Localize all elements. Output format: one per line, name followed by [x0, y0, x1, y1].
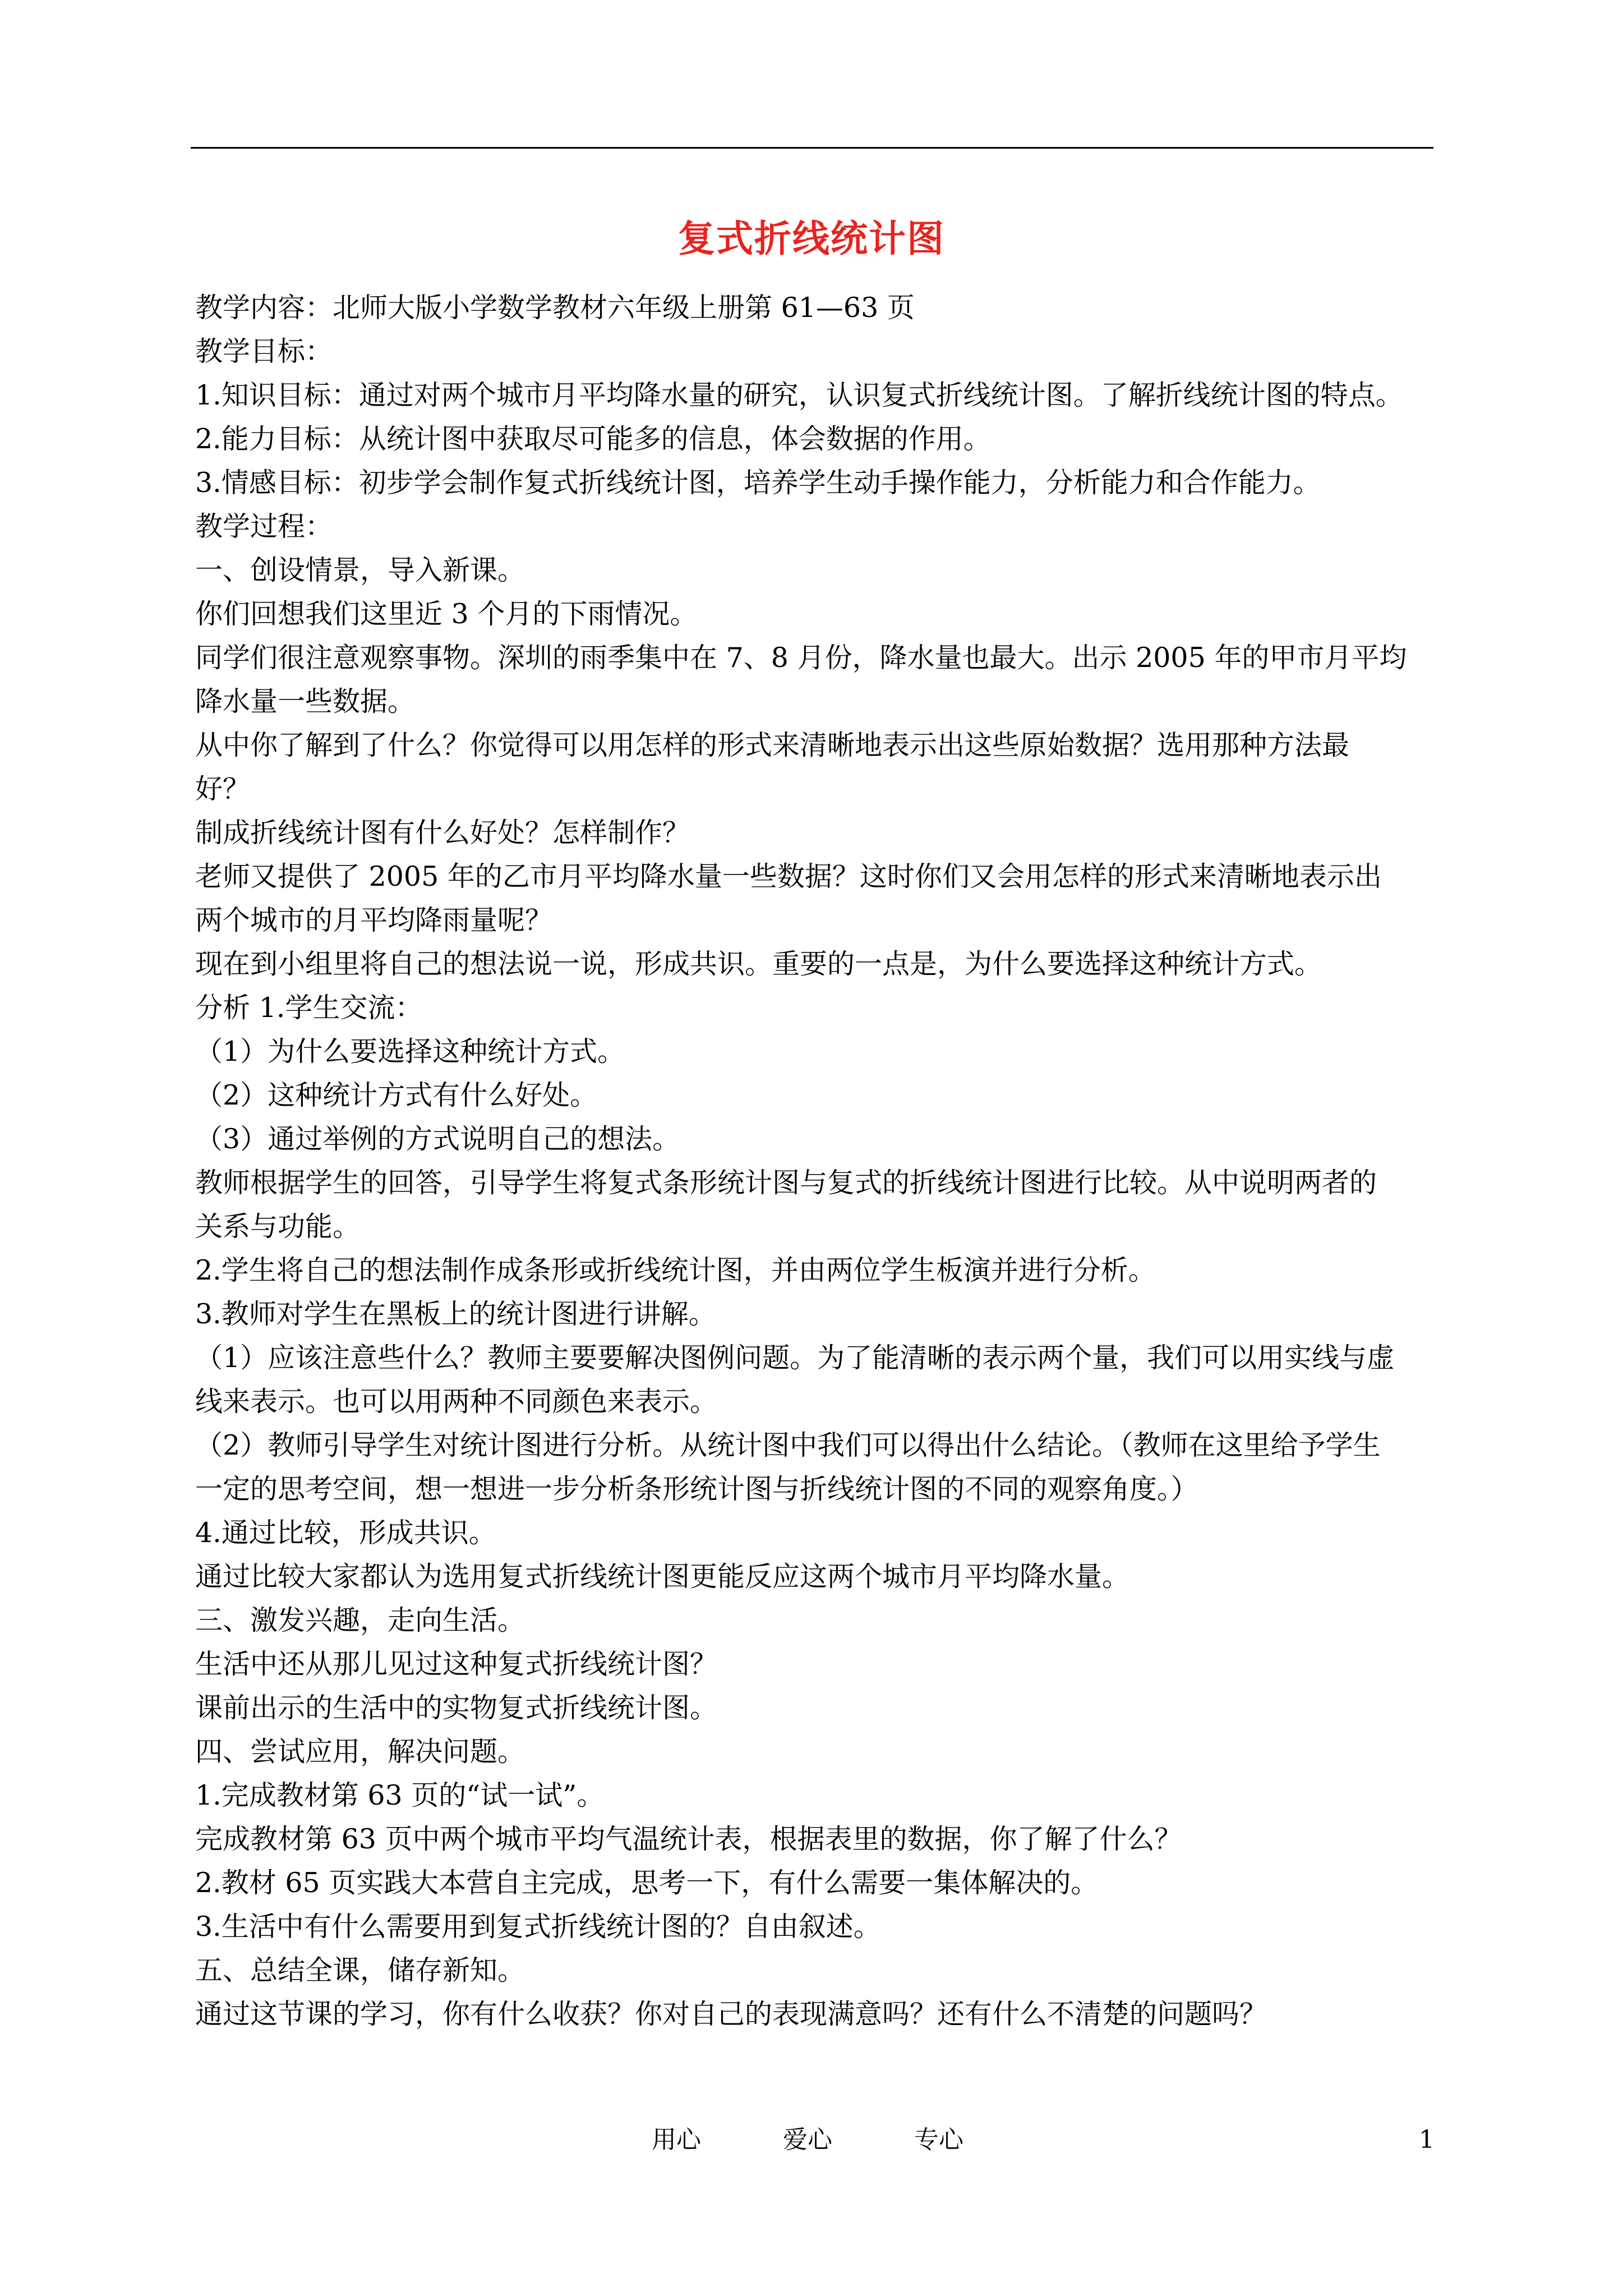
- body-line: 课前出示的生活中的实物复式折线统计图。: [195, 1692, 718, 1724]
- body-line: 教学过程：: [195, 510, 333, 542]
- footer-motto-word: 专心: [914, 2125, 963, 2154]
- body-line: 3.情感目标：初步学会制作复式折线统计图，培养学生动手操作能力，分析能力和合作能力。: [195, 467, 1321, 499]
- body-line: 1.完成教材第 63 页的“试一试”。: [195, 1779, 605, 1811]
- body-line: 3.教师对学生在黑板上的统计图进行讲解。: [195, 1298, 716, 1330]
- body-line: 好？: [195, 773, 251, 805]
- body-line: 你们回想我们这里近 3 个月的下雨情况。: [195, 598, 698, 630]
- body-line: 通过这节课的学习，你有什么收获？你对自己的表现满意吗？还有什么不清楚的问题吗？: [195, 1998, 1267, 2030]
- document-body: [195, 286, 1438, 2036]
- document-title: 复式折线统计图: [678, 217, 945, 260]
- body-line: 一定的思考空间，想一想进一步分析条形统计图与折线统计图的不同的观察角度。）: [195, 1473, 1198, 1505]
- body-line: （3）通过举例的方式说明自己的想法。: [195, 1123, 680, 1155]
- body-line: 三、激发兴趣，走向生活。: [195, 1604, 525, 1636]
- body-line: 制成折线统计图有什么好处？怎样制作？: [195, 817, 690, 849]
- footer-motto-word: 用心: [652, 2125, 701, 2154]
- body-line: 线来表示。也可以用两种不同颜色来表示。: [195, 1386, 718, 1418]
- body-line: 1.知识目标：通过对两个城市月平均降水量的研究，认识复式折线统计图。了解折线统计图的特点。: [195, 379, 1403, 411]
- body-line: 教学目标：: [195, 335, 333, 367]
- body-line: 完成教材第 63 页中两个城市平均气温统计表，根据表里的数据，你了解了什么？: [195, 1823, 1182, 1855]
- body-line: （2）教师引导学生对统计图进行分析。从统计图中我们可以得出什么结论。（教师在这里给予学生: [195, 1429, 1381, 1461]
- body-line: 3.生活中有什么需要用到复式折线统计图的？自由叙述。: [195, 1911, 881, 1943]
- body-line: 两个城市的月平均降雨量呢？: [195, 904, 553, 936]
- page-number: 1: [1419, 2125, 1435, 2154]
- body-line: 2.学生将自己的想法制作成条形或折线统计图，并由两位学生板演并进行分析。: [195, 1254, 1156, 1286]
- body-line: 教师根据学生的回答，引导学生将复式条形统计图与复式的折线统计图进行比较。从中说明两者的: [195, 1167, 1377, 1199]
- footer-motto: [652, 2120, 963, 2160]
- body-line: 四、尝试应用，解决问题。: [195, 1736, 525, 1768]
- page-footer: [0, 2120, 1623, 2160]
- header-rule: [191, 147, 1433, 149]
- body-line: 通过比较大家都认为选用复式折线统计图更能反应这两个城市月平均降水量。: [195, 1561, 1130, 1593]
- body-line: 一、创设情景，导入新课。: [195, 554, 525, 586]
- body-line: 同学们很注意观察事物。深圳的雨季集中在 7、8 月份，降水量也最大。出示 2005 年的甲市月平均: [195, 642, 1407, 674]
- body-line: 生活中还从那儿见过这种复式折线统计图？: [195, 1648, 718, 1680]
- body-line: （1）为什么要选择这种统计方式。: [195, 1036, 625, 1068]
- body-line: （1）应该注意些什么？教师主要要解决图例问题。为了能清晰的表示两个量，我们可以用实线与虚: [195, 1342, 1395, 1374]
- body-line: 关系与功能。: [195, 1211, 361, 1243]
- body-line: 4.通过比较，形成共识。: [195, 1517, 496, 1549]
- footer-motto-word: 爱心: [783, 2125, 832, 2154]
- body-line: 分析 1.学生交流：: [195, 992, 423, 1024]
- body-line: 教学内容：北师大版小学数学教材六年级上册第 61—63 页: [195, 292, 915, 324]
- body-line: 老师又提供了 2005 年的乙市月平均降水量一些数据？这时你们又会用怎样的形式来清晰地表示出: [195, 861, 1382, 892]
- body-line: 现在到小组里将自己的想法说一说，形成共识。重要的一点是，为什么要选择这种统计方式。: [195, 948, 1322, 980]
- body-line: （2）这种统计方式有什么好处。: [195, 1079, 598, 1111]
- body-line: 2.教材 65 页实践大本营自主完成，思考一下，有什么需要一集体解决的。: [195, 1867, 1099, 1899]
- body-line: 降水量一些数据。: [195, 685, 416, 717]
- body-line: 2.能力目标：从统计图中获取尽可能多的信息，体会数据的作用。: [195, 423, 991, 455]
- body-line: 从中你了解到了什么？你觉得可以用怎样的形式来清晰地表示出这些原始数据？选用那种方法最: [195, 729, 1350, 761]
- body-line: 五、总结全课，储存新知。: [195, 1954, 525, 1986]
